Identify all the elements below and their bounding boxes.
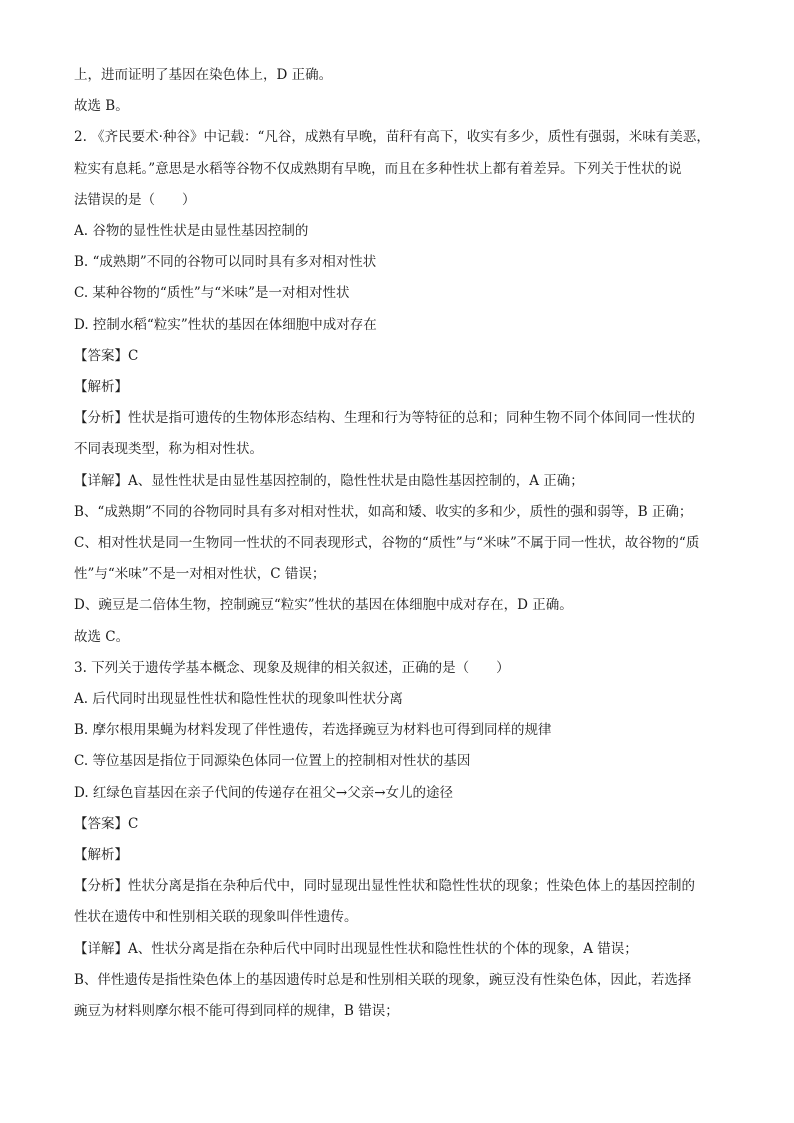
detail-text: 【详解】A、显性性状是由显性基因控制的，隐性性状是由隐性基因控制的，A 正确；: [74, 472, 584, 489]
option-d: D. 控制水稻“粒实”性状的基因在体细胞中成对存在: [74, 316, 377, 333]
text-line: 故选 B。: [74, 98, 129, 115]
detail-text: B、“成熟期”不同的谷物同时具有多对相对性状，如高和矮、收实的多和少，质性的强和弱等，B 正确；: [74, 503, 693, 520]
question-3-stem: 3. 下列关于遗传学基本概念、现象及规律的相关叙述，正确的是（ ）: [74, 659, 510, 676]
detail-text: C、相对性状是同一生物同一性状的不同表现形式，谷物的“质性”与“米味”不属于同一性状，故谷物的“质: [74, 535, 700, 552]
analysis-text: 不同表现类型，称为相对性状。: [74, 441, 263, 458]
analysis-text: 【分析】性状分离是指在杂种后代中，同时显现出显性性状和隐性性状的现象；性染色体上的基因控制的: [74, 878, 695, 895]
analysis-label: 【解析】: [74, 379, 128, 396]
option-d: D. 红绿色盲基因在亲子代间的传递存在祖父→父亲→女儿的途径: [74, 784, 454, 801]
option-a: A. 后代同时出现显性性状和隐性性状的现象叫性状分离: [74, 691, 403, 708]
answer-label: 【答案】C: [74, 815, 139, 832]
detail-text: 【详解】A、性状分离是指在杂种后代中同时出现显性性状和隐性性状的个体的现象，A 错误；: [74, 940, 638, 957]
option-b: B. “成熟期”不同的谷物可以同时具有多对相对性状: [74, 254, 377, 271]
answer-label: 【答案】C: [74, 347, 139, 364]
detail-text: 豌豆为材料则摩尔根不能可得到同样的规律，B 错误；: [74, 1003, 399, 1020]
option-c: C. 某种谷物的“质性”与“米味”是一对相对性状: [74, 285, 350, 302]
option-b: B. 摩尔根用果蝇为材料发现了伴性遗传，若选择豌豆为材料也可得到同样的规律: [74, 722, 552, 739]
detail-text: B、伴性遗传是指性染色体上的基因遗传时总是和性别相关联的现象，豌豆没有性染色体，因此，若选择: [74, 971, 692, 988]
question-2-stem: 粒实有息耗。”意思是水稻等谷物不仅成熟期有早晚，而且在多种性状上都有着差异。下列关于性状的说: [74, 160, 682, 177]
option-a: A. 谷物的显性性状是由显性基因控制的: [74, 223, 309, 240]
question-2-stem: 2. 《齐民要术·种谷》中记载：“凡谷，成熟有早晚，苗秆有高下，收实有多少，质性有强弱，米味有美恶，: [74, 129, 710, 146]
option-c: C. 等位基因是指位于同源染色体同一位置上的控制相对性状的基因: [74, 753, 471, 770]
document-page: [74, 60, 724, 1027]
analysis-label: 【解析】: [74, 847, 128, 864]
analysis-text: 性状在遗传中和性别相关联的现象叫伴性遗传。: [74, 909, 358, 926]
analysis-text: 【分析】性状是指可遗传的生物体形态结构、生理和行为等特征的总和；同种生物不同个体间同一性状的: [74, 410, 695, 427]
detail-text: D、豌豆是二倍体生物，控制豌豆“粒实”性状的基因在体细胞中成对存在，D 正确。: [74, 597, 573, 614]
text-line: 上，进而证明了基因在染色体上，D 正确。: [74, 67, 333, 83]
detail-text: 性”与“米味”不是一对相对性状，C 错误；: [74, 566, 326, 583]
question-2-stem: 法错误的是（ ）: [74, 191, 196, 208]
text-line: 故选 C。: [74, 628, 130, 645]
